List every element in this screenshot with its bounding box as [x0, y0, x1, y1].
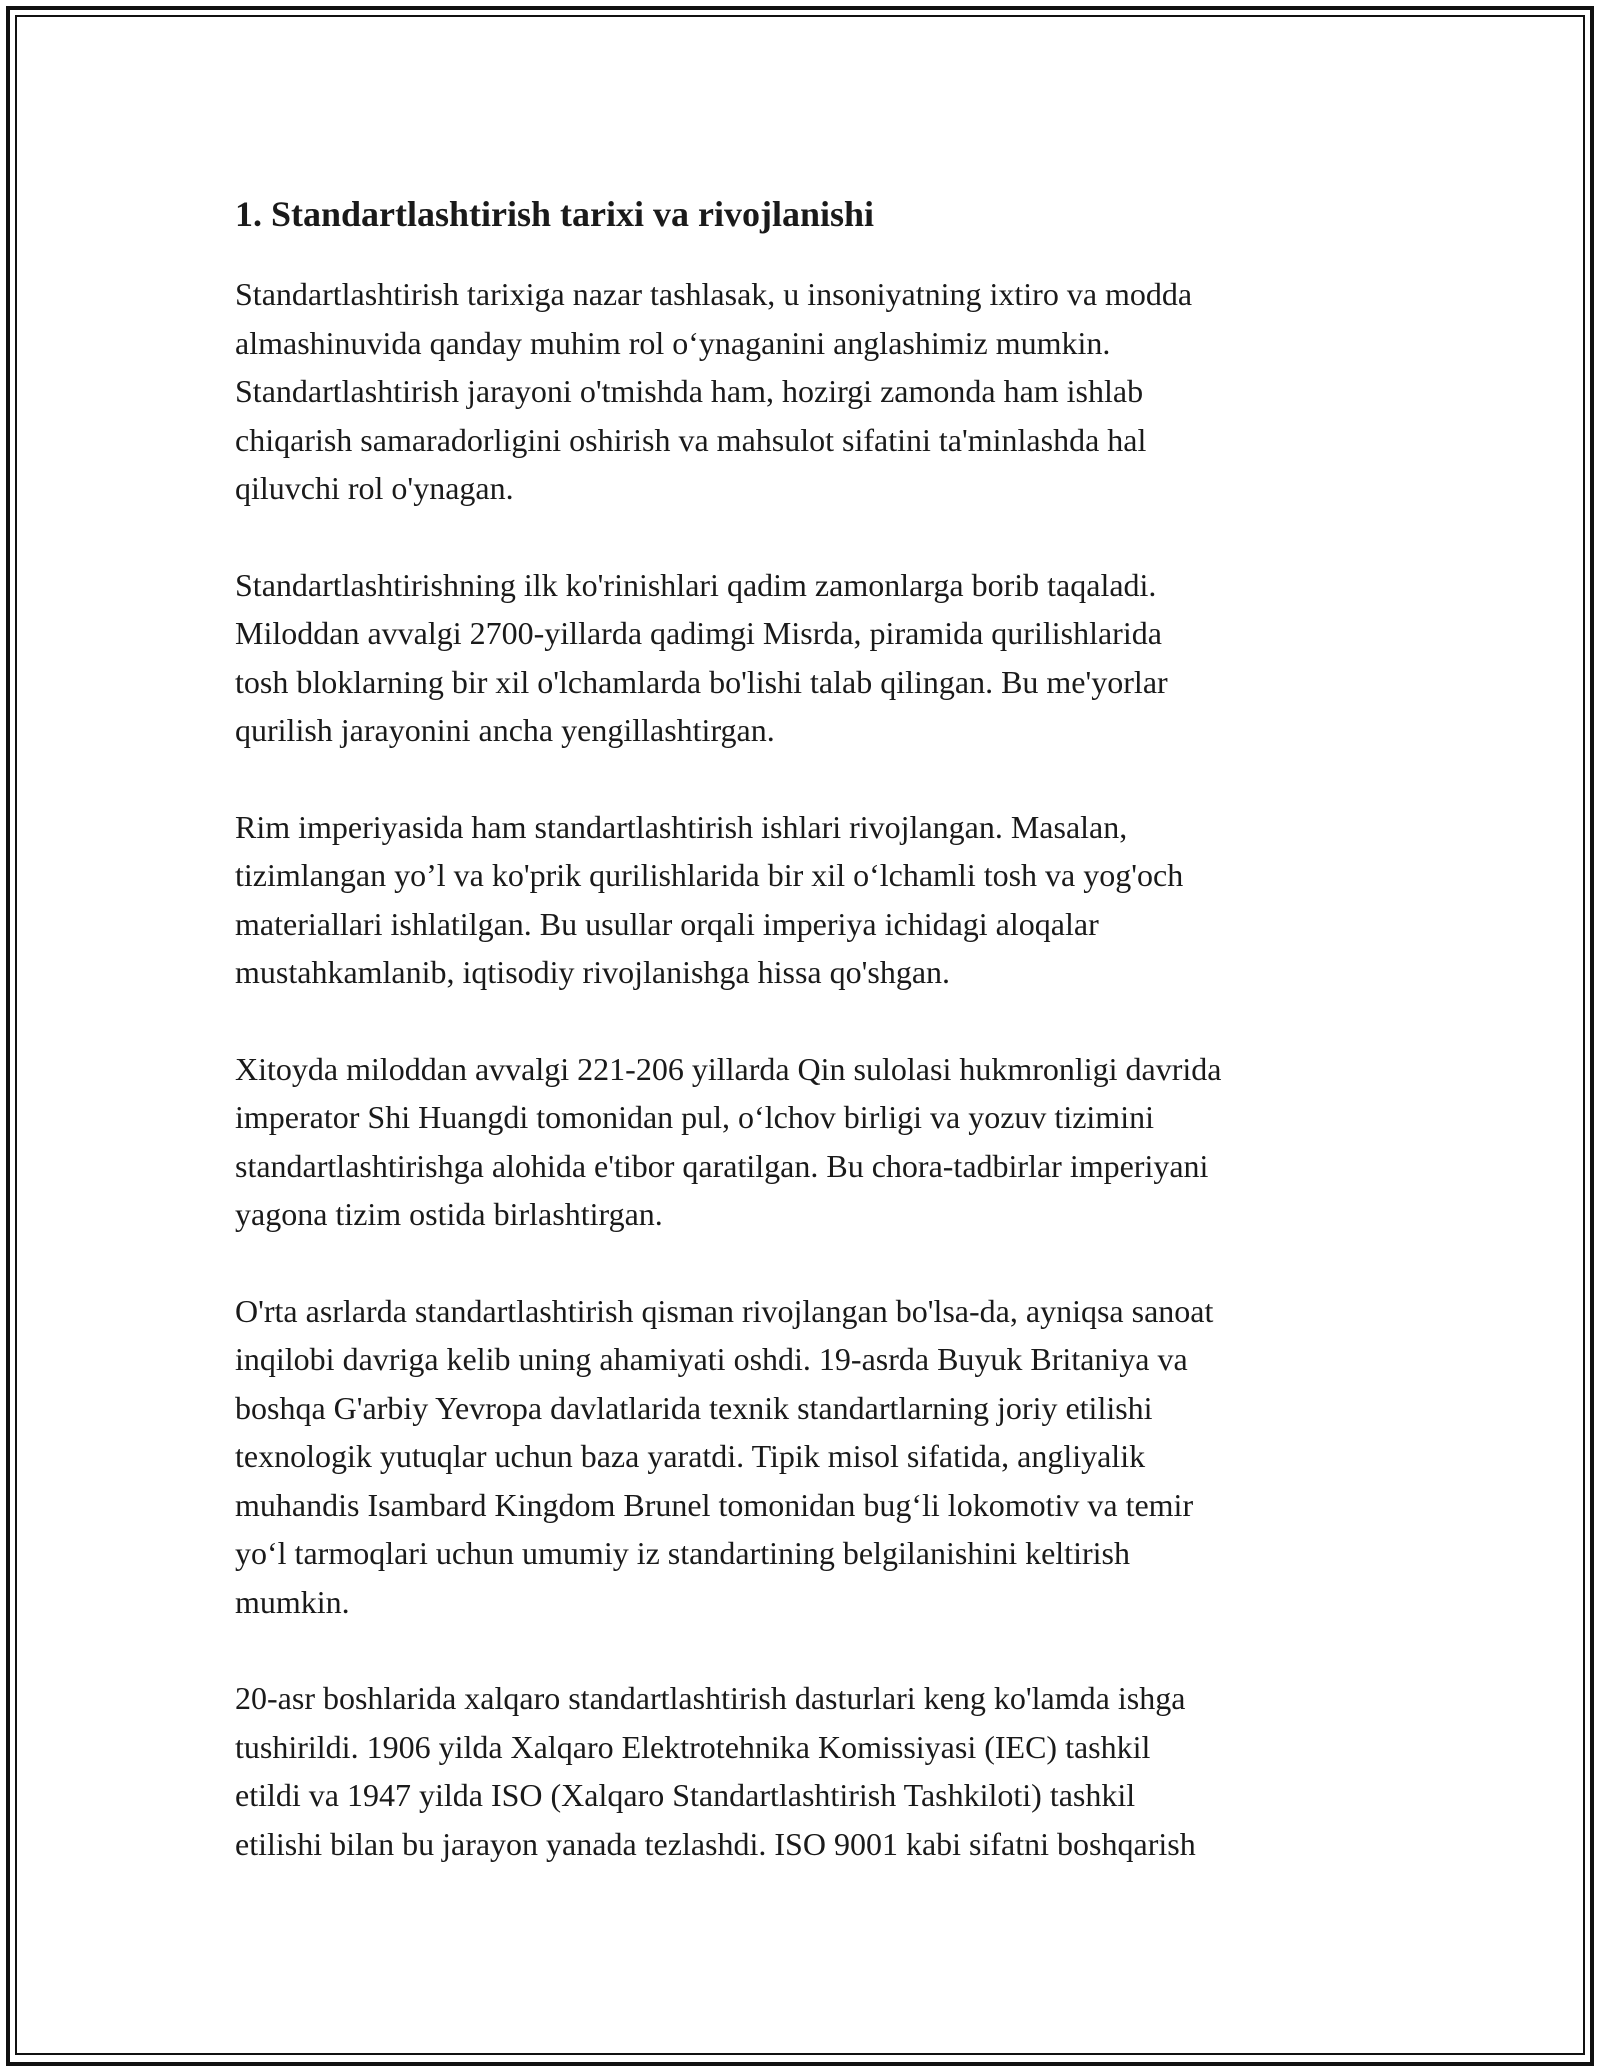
- paragraph-line: texnologik yutuqlar uchun baza yaratdi. Tipik misol sifatida, angliyalik: [235, 1438, 1146, 1474]
- paragraph-line: boshqa G'arbiy Yevropa davlatlarida texnik standartlarning joriy etilishi: [235, 1389, 1153, 1426]
- paragraph-line: standartlashtirishga alohida e'tibor qaratilgan. Bu chora-tadbirlar imperiyani: [235, 1147, 1209, 1184]
- paragraph-line: materiallari ishlatilgan. Bu usullar orqali imperiya ichidagi aloqalar: [235, 905, 1099, 942]
- paragraph-line: imperator Shi Huangdi tomonidan pul, o‘lchov birligi va yozuv tizimini: [235, 1099, 1154, 1135]
- paragraph-line: mustahkamlanib, iqtisodiy rivojlanishga hissa qo'shgan.: [235, 954, 951, 990]
- paragraph-line: Standartlashtirishning ilk ko'rinishlari qadim zamonlarga borib taqaladi.: [235, 566, 1157, 603]
- paragraph-line: tushirildi. 1906 yilda Xalqaro Elektrotehnika Komissiyasi (IEC) tashkil: [235, 1728, 1151, 1765]
- paragraph-line: O'rta asrlarda standartlashtirish qisman rivojlangan bo'lsa-da, ayniqsa sanoat: [235, 1292, 1214, 1329]
- paragraph-rome: [235, 803, 1385, 997]
- paragraph-line: 20-asr boshlarida xalqaro standartlashtirish dasturlari keng ko'lamda ishga: [235, 1680, 1186, 1716]
- section-heading: 1. Standartlashtirish tarixi va rivojlanishi: [235, 194, 875, 234]
- paragraph-line: inqilobi davriga kelib uning ahamiyati oshdi. 19-asrda Buyuk Britaniya va: [235, 1341, 1188, 1377]
- paragraph-line: mumkin.: [235, 1583, 350, 1620]
- paragraph-line: Standartlashtirish tarixiga nazar tashlasak, u insoniyatning ixtiro va modda: [235, 276, 1193, 312]
- paragraph-20th-century: [235, 1674, 1385, 1868]
- paragraph-line: qurilish jarayonini ancha yengillashtirgan.: [235, 712, 775, 748]
- paragraph-line: yagona tizim ostida birlashtirgan.: [235, 1196, 663, 1232]
- paragraph-line: tosh bloklarning bir xil o'lchamlarda bo'lishi talab qilingan. Bu me'yorlar: [235, 663, 1168, 700]
- paragraph-line: chiqarish samaradorligini oshirish va mahsulot sifatini ta'minlashda hal: [235, 421, 1147, 458]
- paragraph-line: Miloddan avvalgi 2700-yillarda qadimgi Misrda, piramida qurilishlarida: [235, 615, 1162, 651]
- document-body: [235, 188, 1385, 1868]
- paragraph-intro: [235, 270, 1385, 513]
- paragraph-line: Rim imperiyasida ham standartlashtirish ishlari rivojlangan. Masalan,: [235, 808, 1128, 845]
- paragraph-line: Xitoyda miloddan avvalgi 221-206 yillarda Qin sulolasi hukmronligi davrida: [235, 1050, 1222, 1087]
- paragraph-line: etilishi bilan bu jarayon yanada tezlashdi. ISO 9001 kabi sifatni boshqarish: [235, 1825, 1196, 1862]
- paragraph-line: etildi va 1947 yilda ISO (Xalqaro Standartlashtirish Tashkiloti) tashkil: [235, 1777, 1136, 1813]
- paragraph-middle-ages: [235, 1287, 1385, 1627]
- paragraph-line: muhandis Isambard Kingdom Brunel tomonidan bug‘li lokomotiv va temir: [235, 1486, 1194, 1523]
- paragraph-line: Standartlashtirish jarayoni o'tmishda ham, hozirgi zamonda ham ishlab: [235, 373, 1144, 409]
- paragraph-egypt: [235, 561, 1385, 755]
- paragraph-china: [235, 1045, 1385, 1239]
- paragraph-line: tizimlangan yo’l va ko'prik qurilishlarida bir xil o‘lchamli tosh va yog'och: [235, 857, 1184, 893]
- paragraph-line: yo‘l tarmoqlari uchun umumiy iz standartining belgilanishini keltirish: [235, 1535, 1130, 1571]
- paragraph-line: qiluvchi rol o'ynagan.: [235, 470, 514, 506]
- paragraph-line: almashinuvida qanday muhim rol o‘ynaganini anglashimiz mumkin.: [235, 324, 1111, 361]
